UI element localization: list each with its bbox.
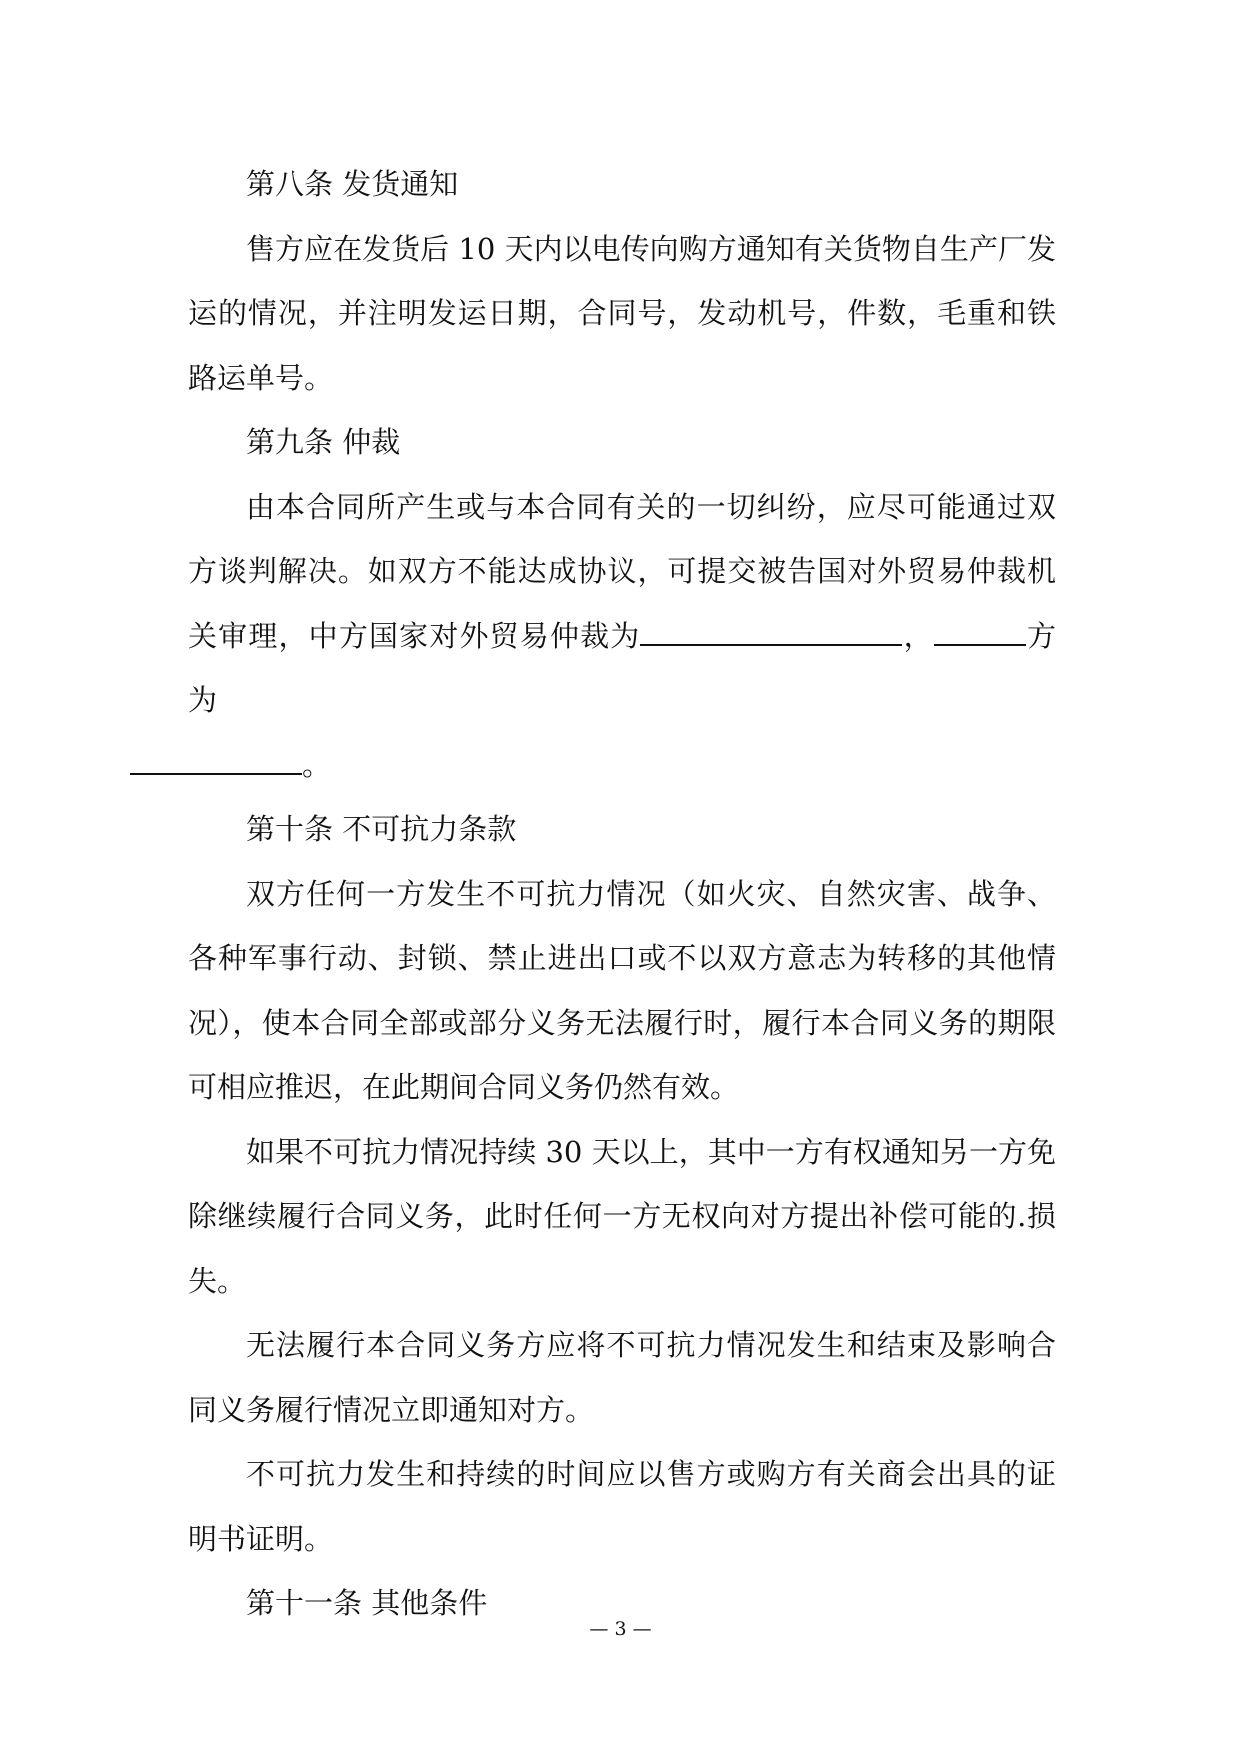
article-8-heading: 第八条 发货通知	[246, 167, 459, 201]
article-9-paragraph	[188, 475, 1056, 798]
article-10-paragraph-3: 无法履行本合同义务方应将不可抗力情况发生和结束及影响合同义务履行情况立即通知对方。	[188, 1328, 1056, 1427]
blank-line	[640, 608, 902, 646]
article-10-paragraph-4: 不可抗力发生和持续的时间应以售方或购方有关商会出具的证明书证明。	[188, 1457, 1056, 1556]
article-10-heading: 第十条 不可抗力条款	[246, 812, 517, 846]
blank-line	[130, 737, 302, 775]
page-number: — 3 —	[589, 1618, 652, 1640]
article-10-paragraph-1: 双方任何一方发生不可抗力情况（如火灾、自然灾害、战争、各种军事行动、封锁、禁止进出口或不以双方意志为转移的其他情况），使本合同全部或部分义务无法履行时，履行本合同义务的期限可相应推迟，在此期间合同义务仍然有效。	[188, 876, 1056, 1104]
blank-line	[934, 608, 1026, 646]
article-8-paragraph: 售方应在发货后 10 天内以电传向购方通知有关货物自生产厂发运的情况，并注明发运日期，合同号，发动机号，件数，毛重和铁路运单号。	[188, 231, 1056, 395]
article-11-heading: 第十一条 其他条件	[246, 1586, 488, 1620]
article-9-party-text: 方为	[188, 618, 1056, 717]
article-9-text: 由本合同所产生或与本合同有关的一切纠纷，应尽可能通过双方谈判解决。如双方不能达成协议，可提交被告国对外贸易仲裁机关审理，中方国家对外贸易仲裁为	[188, 489, 1056, 653]
document-body	[188, 152, 1056, 1636]
article-9-separator: ，	[902, 618, 934, 653]
article-10-paragraph-2: 如果不可抗力情况持续 30 天以上，其中一方有权通知另一方免除继续履行合同义务，此时任何一方无权向对方提出补偿可能的.损失。	[188, 1134, 1056, 1298]
article-9-end: 。	[302, 747, 332, 782]
article-9-heading: 第九条 仲裁	[246, 425, 401, 459]
